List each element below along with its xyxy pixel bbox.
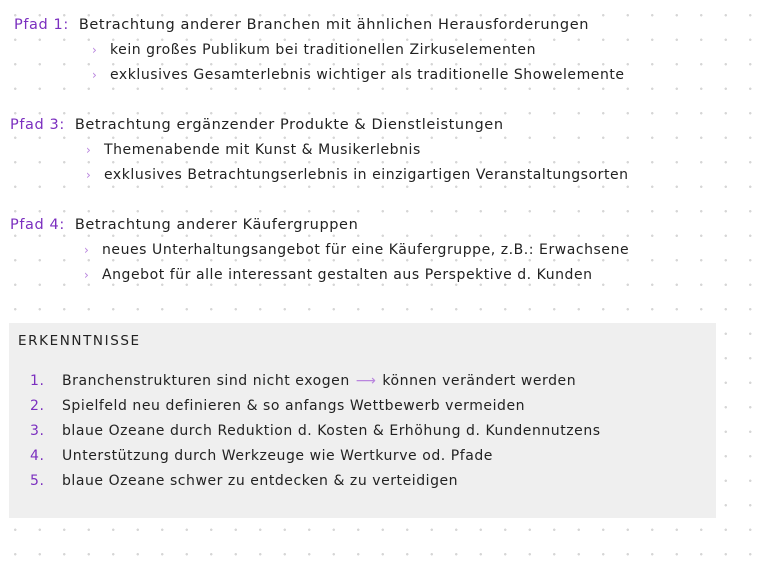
chevron-right-icon: › (86, 143, 92, 157)
path-4-header (10, 215, 358, 235)
insight-number: 5. (30, 473, 45, 489)
bullet-item (86, 140, 421, 160)
chevron-right-icon: › (84, 268, 90, 282)
insight-text: blaue Ozeane durch Reduktion d. Kosten & Erhöhung d. Kundennutzens (62, 423, 601, 439)
bullet-item (84, 265, 593, 285)
insight-number: 4. (30, 448, 45, 464)
insight-text: Spielfeld neu definieren & so anfangs Wettbewerb vermeiden (62, 398, 526, 414)
insight-item (30, 471, 458, 491)
chevron-right-icon: › (92, 68, 98, 82)
arrow-right-icon: ⟶ (355, 373, 377, 389)
path-title: Betrachtung anderer Käufergruppen (74, 217, 359, 233)
chevron-right-icon: › (92, 43, 98, 57)
bullet-item (92, 65, 625, 85)
insight-text: blaue Ozeane schwer zu entdecken & zu verteidigen (62, 473, 459, 489)
insights-heading: ERKENNTNISSE (18, 333, 141, 349)
insight-number: 3. (30, 423, 45, 439)
bullet-item (84, 240, 629, 260)
insight-item (30, 446, 493, 466)
insight-item (30, 396, 525, 416)
path-title: Betrachtung ergänzender Produkte & Dienstleistungen (74, 117, 504, 133)
path-label: Pfad 3: (10, 117, 65, 133)
insight-number: 2. (30, 398, 45, 414)
insight-item (30, 371, 576, 391)
insight-text: Branchenstrukturen sind nicht exogen (62, 373, 350, 389)
bullet-text: exklusives Gesamterlebnis wichtiger als traditionelle Showelemente (110, 67, 625, 83)
bullet-text: neues Unterhaltungsangebot für eine Käufergruppe, z.B.: Erwachsene (102, 242, 630, 258)
bullet-text: exklusives Betrachtungserlebnis in einzigartigen Veranstaltungsorten (104, 167, 629, 183)
insight-number: 1. (30, 373, 45, 389)
bullet-item (92, 40, 536, 60)
insight-text-continued: können verändert werden (382, 373, 577, 389)
path-3-header (10, 115, 504, 135)
insights-panel (9, 323, 716, 518)
insight-item (30, 421, 601, 441)
chevron-right-icon: › (84, 243, 90, 257)
insight-text: Unterstützung durch Werkzeuge wie Wertkurve od. Pfade (62, 448, 493, 464)
path-title: Betrachtung anderer Branchen mit ähnlichen Herausforderungen (78, 17, 590, 33)
bullet-text: Themenabende mit Kunst & Musikerlebnis (104, 142, 421, 158)
bullet-text: kein großes Publikum bei traditionellen Zirkuselementen (110, 42, 537, 58)
chevron-right-icon: › (86, 168, 92, 182)
path-label: Pfad 4: (10, 217, 65, 233)
bullet-text: Angebot für alle interessant gestalten aus Perspektive d. Kunden (102, 267, 593, 283)
path-1-header (14, 15, 589, 35)
bullet-item (86, 165, 629, 185)
path-label: Pfad 1: (14, 17, 69, 33)
